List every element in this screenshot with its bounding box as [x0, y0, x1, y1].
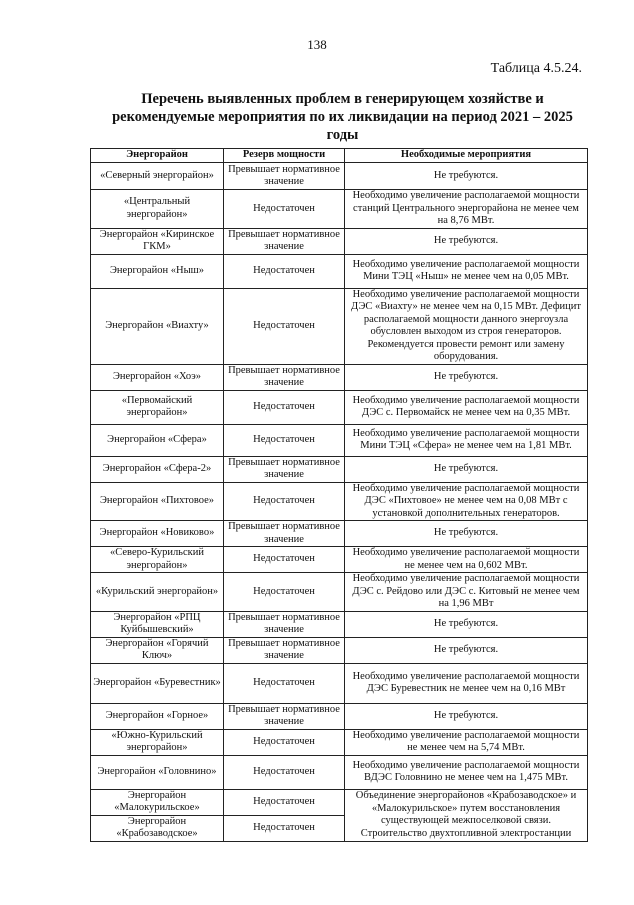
table-row	[91, 521, 588, 547]
cell-measures: Необходимо увеличение располагаемой мощности ДЭС «Виахту» не менее чем на 0,15 МВт. Дефицит располагаемой мощности данного энергоузла обусловлен выходом из строя генераторов. Рекомендуется провести ремонт или замену оборудования.	[345, 288, 588, 364]
cell-region: Энергорайон «Новиково»	[91, 521, 224, 547]
header-reserve: Резерв мощности	[224, 149, 345, 163]
page-title	[90, 90, 595, 144]
cell-reserve: Недостаточен	[224, 190, 345, 229]
cell-reserve: Недостаточен	[224, 573, 345, 612]
cell-measures: Необходимо увеличение располагаемой мощности Мини ТЭЦ «Ныш» не менее чем на 0,05 МВт.	[345, 254, 588, 288]
cell-region: Энергорайон «Горное»	[91, 703, 224, 729]
cell-measures: Не требуются.	[345, 521, 588, 547]
cell-measures: Не требуются.	[345, 456, 588, 482]
cell-region: «Северо-Курильский энергорайон»	[91, 547, 224, 573]
cell-region: Энергорайон «Ныш»	[91, 254, 224, 288]
cell-region: Энергорайон «Буревестник»	[91, 663, 224, 703]
table-row	[91, 663, 588, 703]
cell-measures: Необходимо увеличение располагаемой мощности не менее чем на 0,602 МВт.	[345, 547, 588, 573]
cell-region: «Южно-Курильский энергорайон»	[91, 729, 224, 755]
cell-measures: Не требуются.	[345, 228, 588, 254]
table-row	[91, 390, 588, 424]
cell-measures: Необходимо увеличение располагаемой мощности станций Центрального энергорайона не менее чем на 8,76 МВт.	[345, 190, 588, 229]
cell-reserve: Превышает нормативное значение	[224, 364, 345, 390]
cell-measures: Не требуются.	[345, 364, 588, 390]
cell-reserve: Превышает нормативное значение	[224, 521, 345, 547]
cell-measures: Не требуются.	[345, 637, 588, 663]
table-row	[91, 190, 588, 229]
table-row	[91, 637, 588, 663]
cell-measures: Необходимо увеличение располагаемой мощности ДЭС Буревестник не менее чем на 0,16 МВт	[345, 663, 588, 703]
cell-region: Энергорайон «Хоэ»	[91, 364, 224, 390]
generation-problems-table	[90, 148, 588, 842]
table-row	[91, 288, 588, 364]
table-body	[91, 163, 588, 842]
cell-reserve: Недостаточен	[224, 547, 345, 573]
cell-region: Энергорайон «Крабозаводское»	[91, 815, 224, 841]
cell-region: «Центральный энергорайон»	[91, 190, 224, 229]
table-row	[91, 456, 588, 482]
cell-reserve: Превышает нормативное значение	[224, 163, 345, 190]
cell-region: Энергорайон «Сфера»	[91, 424, 224, 456]
page-number: 138	[307, 37, 327, 52]
table-row	[91, 364, 588, 390]
cell-region: «Первомайский энергорайон»	[91, 390, 224, 424]
cell-reserve: Превышает нормативное значение	[224, 703, 345, 729]
cell-reserve: Недостаточен	[224, 789, 345, 815]
cell-region: Энергорайон «Киринское ГКМ»	[91, 228, 224, 254]
cell-reserve: Превышает нормативное значение	[224, 456, 345, 482]
cell-measures: Необходимо увеличение располагаемой мощности ВДЭС Головнино не менее чем на 1,475 МВт.	[345, 755, 588, 789]
cell-measures: Необходимо увеличение располагаемой мощности ДЭС с. Первомайск не менее чем на 0,35 МВт.	[345, 390, 588, 424]
cell-region: Энергорайон «Сфера-2»	[91, 456, 224, 482]
table-row	[91, 611, 588, 637]
cell-reserve: Недостаточен	[224, 288, 345, 364]
cell-region: Энергорайон «Горячий Ключ»	[91, 637, 224, 663]
cell-reserve: Недостаточен	[224, 663, 345, 703]
cell-measures: Не требуются.	[345, 163, 588, 190]
cell-measures: Объединение энергорайонов «Крабозаводское» и «Малокурильское» путем восстановления существующей межпоселковой связи. Строительство двухтопливной электростанции	[345, 789, 588, 841]
table-row	[91, 729, 588, 755]
cell-reserve: Превышает нормативное значение	[224, 611, 345, 637]
cell-reserve: Превышает нормативное значение	[224, 637, 345, 663]
table-header-row	[91, 149, 588, 163]
table-row	[91, 573, 588, 612]
table-row	[91, 547, 588, 573]
cell-reserve: Недостаточен	[224, 424, 345, 456]
cell-reserve: Недостаточен	[224, 482, 345, 521]
table-row	[91, 424, 588, 456]
cell-region: «Курильский энергорайон»	[91, 573, 224, 612]
header-measures: Необходимые мероприятия	[345, 149, 588, 163]
cell-reserve: Недостаточен	[224, 729, 345, 755]
cell-reserve: Недостаточен	[224, 254, 345, 288]
cell-region: Энергорайон «Головнино»	[91, 755, 224, 789]
cell-reserve: Недостаточен	[224, 815, 345, 841]
cell-reserve: Недостаточен	[224, 390, 345, 424]
title-line: годы	[326, 127, 359, 143]
cell-measures: Не требуются.	[345, 611, 588, 637]
cell-measures: Необходимо увеличение располагаемой мощности не менее чем на 5,74 МВт.	[345, 729, 588, 755]
table-row	[91, 228, 588, 254]
table-label: Таблица 4.5.24.	[490, 61, 582, 76]
cell-region: Энергорайон «Виахту»	[91, 288, 224, 364]
table-row	[91, 703, 588, 729]
title-line: рекомендуемые мероприятия по их ликвидации на период 2021 – 2025	[112, 109, 573, 125]
cell-reserve: Недостаточен	[224, 755, 345, 789]
table-row	[91, 789, 588, 815]
table-row	[91, 755, 588, 789]
cell-measures: Необходимо увеличение располагаемой мощности ДЭС «Пихтовое» не менее чем на 0,08 МВт с установкой дополнительных генераторов.	[345, 482, 588, 521]
cell-measures: Не требуются.	[345, 703, 588, 729]
cell-region: Энергорайон «Малокурильское»	[91, 789, 224, 815]
table-row	[91, 482, 588, 521]
table-row	[91, 254, 588, 288]
table-row	[91, 163, 588, 190]
title-line: Перечень выявленных проблем в генерирующем хозяйстве и	[141, 91, 544, 107]
cell-region: «Северный энергорайон»	[91, 163, 224, 190]
cell-region: Энергорайон «Пихтовое»	[91, 482, 224, 521]
header-region: Энергорайон	[91, 149, 224, 163]
cell-measures: Необходимо увеличение располагаемой мощности ДЭС с. Рейдово или ДЭС с. Китовый не менее чем на 1,96 МВт	[345, 573, 588, 612]
cell-measures: Необходимо увеличение располагаемой мощности Мини ТЭЦ «Сфера» не менее чем на 1,81 МВт.	[345, 424, 588, 456]
cell-reserve: Превышает нормативное значение	[224, 228, 345, 254]
cell-region: Энергорайон «РПЦ Куйбышевский»	[91, 611, 224, 637]
